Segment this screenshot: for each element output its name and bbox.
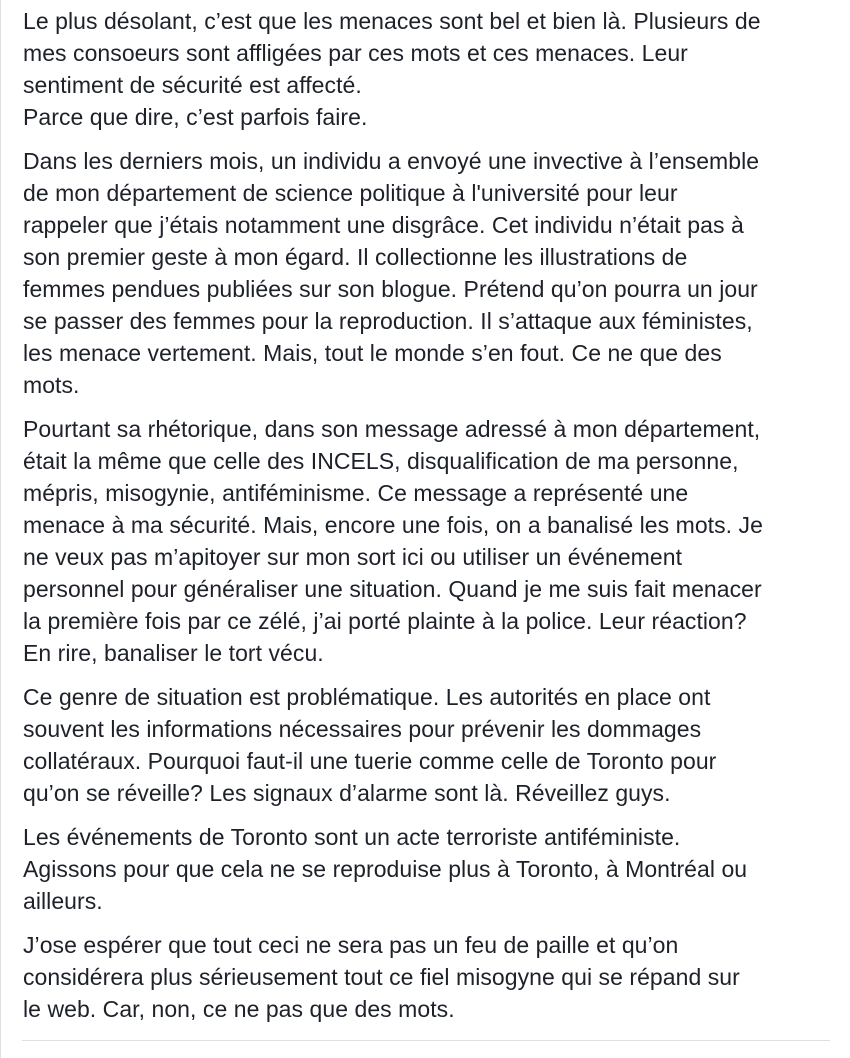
paragraph-line: Agissons pour que cela ne se reproduise plus à Toronto, à Montréal ou xyxy=(23,856,748,882)
paragraph-line: qu’on se réveille? Les signaux d’alarme sont là. Réveillez guys. xyxy=(23,780,671,806)
paragraph-line: mes consoeurs sont affligées par ces mots et ces menaces. Leur xyxy=(23,40,688,66)
post-paragraph xyxy=(23,5,831,133)
paragraph-line: Dans les derniers mois, un individu a envoyé une invective à l’ensemble xyxy=(23,148,760,174)
paragraph-line: était la même que celle des INCELS, disqualification de ma personne, xyxy=(23,448,739,474)
paragraph-line: mots. xyxy=(23,372,80,398)
paragraph-line: personnel pour généraliser une situation. Quand je me suis fait menacer xyxy=(23,576,762,602)
post-paragraph xyxy=(23,821,831,917)
paragraph-line: menace à ma sécurité. Mais, encore une fois, on a banalisé les mots. Je xyxy=(23,512,763,538)
post-divider xyxy=(22,1040,830,1041)
paragraph-line: sentiment de sécurité est affecté. xyxy=(23,72,362,98)
paragraph-line: se passer des femmes pour la reproduction. Il s’attaque aux féministes, xyxy=(23,308,753,334)
paragraph-line: considérera plus sérieusement tout ce fiel misogyne qui se répand sur xyxy=(23,964,740,990)
paragraph-line: rappeler que j’étais notamment une disgrâce. Cet individu n’était pas à xyxy=(23,212,744,238)
paragraph-line: son premier geste à mon égard. Il collectionne les illustrations de xyxy=(23,244,688,270)
paragraph-line: Parce que dire, c’est parfois faire. xyxy=(23,104,368,130)
paragraph-line: Ce genre de situation est problématique. Les autorités en place ont xyxy=(23,684,711,710)
post-paragraph xyxy=(23,413,831,669)
paragraph-line: ne veux pas m’apitoyer sur mon sort ici ou utiliser un événement xyxy=(23,544,683,570)
post-paragraph xyxy=(23,929,831,1025)
paragraph-line: souvent les informations nécessaires pour prévenir les dommages xyxy=(23,716,702,742)
paragraph-line: Les événements de Toronto sont un acte terroriste antiféministe. xyxy=(23,824,681,850)
post-paragraph xyxy=(23,145,831,401)
paragraph-line: de mon département de science politique à l'université pour leur xyxy=(23,180,678,206)
paragraph-line: mépris, misogynie, antiféminisme. Ce message a représenté une xyxy=(23,480,689,506)
paragraph-line: le web. Car, non, ce ne pas que des mots. xyxy=(23,996,455,1022)
paragraph-line: En rire, banaliser le tort vécu. xyxy=(23,640,324,666)
paragraph-line: femmes pendues publiées sur son blogue. Prétend qu’on pourra un jour xyxy=(23,276,758,302)
paragraph-line: la première fois par ce zélé, j’ai porté plainte à la police. Leur réaction? xyxy=(23,608,747,634)
paragraph-line: Pourtant sa rhétorique, dans son message adressé à mon département, xyxy=(23,416,761,442)
paragraph-line: J’ose espérer que tout ceci ne sera pas un feu de paille et qu’on xyxy=(23,932,679,958)
post-paragraph xyxy=(23,681,831,809)
paragraph-line: Le plus désolant, c’est que les menaces sont bel et bien là. Plusieurs de xyxy=(23,8,761,34)
paragraph-line: les menace vertement. Mais, tout le monde s’en fout. Ce ne que des xyxy=(23,340,722,366)
paragraph-line: collatéraux. Pourquoi faut-il une tuerie comme celle de Toronto pour xyxy=(23,748,717,774)
paragraph-line: ailleurs. xyxy=(23,888,103,914)
